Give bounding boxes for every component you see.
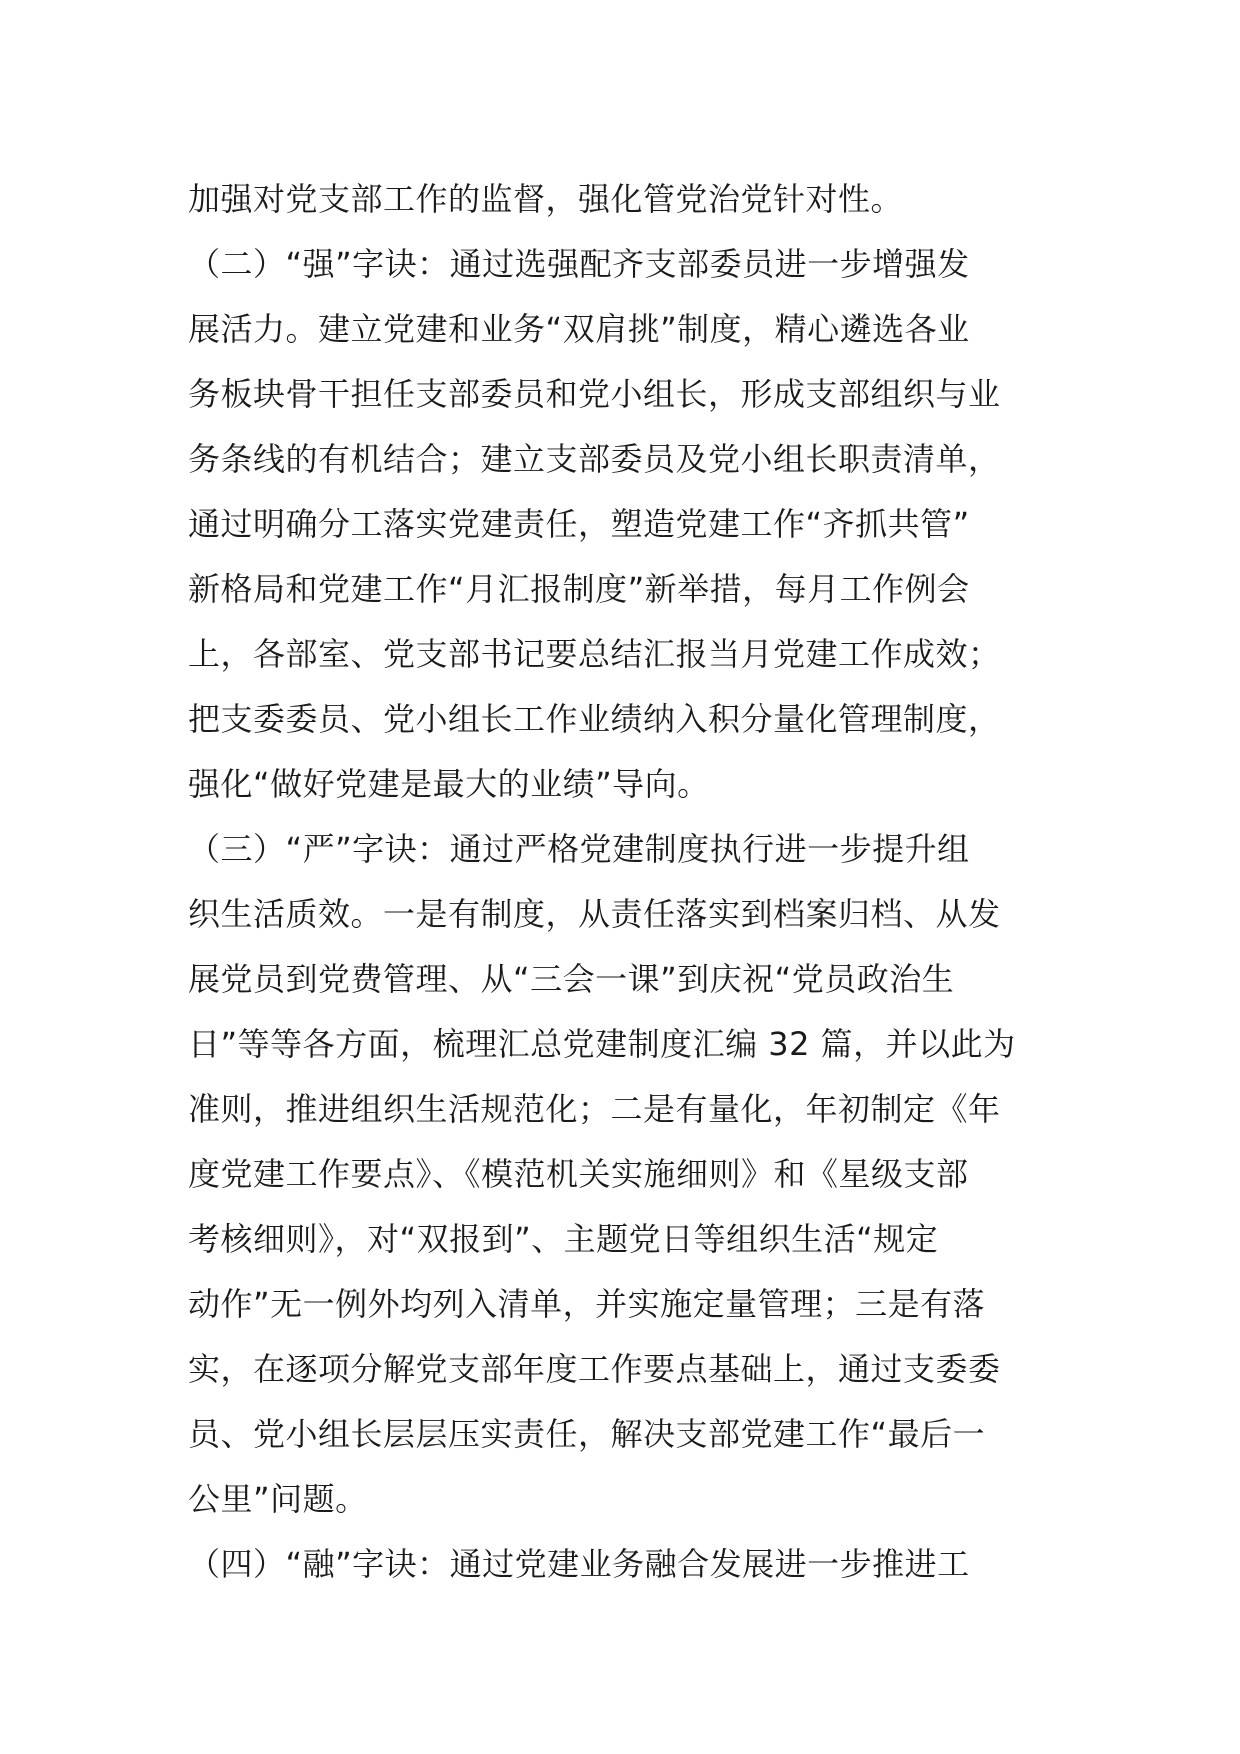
text-line: 把支委委员、党小组长工作业绩纳入积分量化管理制度， [188, 700, 1001, 738]
text-line: 度党建工作要点》、《模范机关实施细则》和《星级支部 [188, 1155, 969, 1193]
text-line: 实，在逐项分解党支部年度工作要点基础上，通过支委委 [188, 1350, 1001, 1388]
text-line: 强化“做好党建是最大的业绩”导向。 [188, 765, 710, 803]
text-line: （四）“融”字诀：通过党建业务融合发展进一步推进工 [188, 1545, 970, 1583]
text-line: 公里”问题。 [188, 1480, 368, 1518]
text-line: 动作”无一例外均列入清单，并实施定量管理；三是有落 [188, 1285, 986, 1323]
text-line: 上，各部室、党支部书记要总结汇报当月党建工作成效； [188, 635, 1001, 673]
text-line: 通过明确分工落实党建责任，塑造党建工作“齐抓共管” [188, 505, 970, 543]
text-line: 准则，推进组织生活规范化；二是有量化，年初制定《年 [188, 1090, 1001, 1128]
text-line: 务板块骨干担任支部委员和党小组长，形成支部组织与业 [188, 375, 1001, 413]
text-line: （二）“强”字诀：通过选强配齐支部委员进一步增强发 [188, 245, 970, 283]
text-line: 新格局和党建工作“月汇报制度”新举措，每月工作例会 [188, 570, 970, 608]
text-line: 日”等等各方面，梳理汇总党建制度汇编 32 篇，并以此为 [188, 1025, 1016, 1063]
text-line: （三）“严”字诀：通过严格党建制度执行进一步提升组 [188, 830, 970, 868]
document-body [188, 167, 1058, 1597]
text-line: 务条线的有机结合；建立支部委员及党小组长职责清单， [188, 440, 1001, 478]
text-line: 加强对党支部工作的监督，强化管党治党针对性。 [188, 180, 904, 218]
text-line: 员、党小组长层层压实责任，解决支部党建工作“最后一 [188, 1415, 986, 1453]
text-line: 展党员到党费管理、从“三会一课”到庆祝“党员政治生 [188, 960, 955, 998]
text-line: 展活力。建立党建和业务“双肩挑”制度，精心遴选各业 [188, 310, 970, 348]
text-line: 织生活质效。一是有制度，从责任落实到档案归档、从发 [188, 895, 1001, 933]
text-line: 考核细则》，对“双报到”、主题党日等组织生活“规定 [188, 1220, 939, 1258]
